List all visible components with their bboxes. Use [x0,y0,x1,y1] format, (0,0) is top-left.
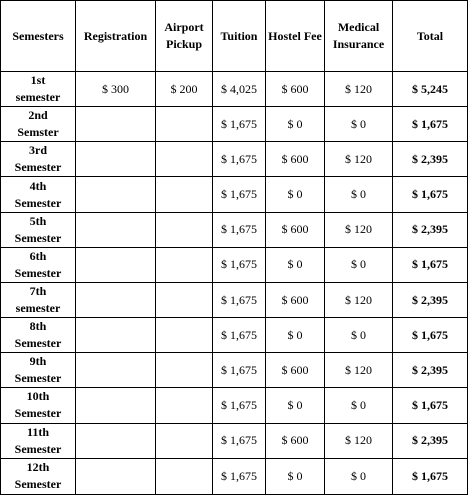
semester-label-line-2: Semester [14,160,62,175]
airport-pickup-cell [156,388,213,423]
table-row [1,107,468,142]
registration-cell [76,423,156,458]
semester-label [1,72,76,107]
hostel-fee-cell: $ 0 [266,107,325,142]
semester-label [1,177,76,212]
semester-label-line-1: 6th [29,248,47,263]
hostel-fee-cell: $ 0 [266,177,325,212]
semester-label [1,107,76,142]
header-airport-pickup-line-1: Airport [164,20,204,34]
hostel-fee-cell: $ 600 [266,282,325,317]
medical-insurance-cell: $ 0 [325,107,393,142]
table-row [1,282,468,317]
registration-cell [76,282,156,317]
tuition-cell: $ 1,675 [213,247,266,282]
airport-pickup-cell [156,458,213,494]
medical-insurance-cell: $ 0 [325,388,393,423]
total-cell: $ 2,395 [393,353,468,388]
airport-pickup-cell [156,282,213,317]
registration-cell [76,177,156,212]
semester-label [1,212,76,247]
semester-label [1,282,76,317]
semester-label [1,247,76,282]
table-row [1,423,468,458]
fee-rows [1,72,468,495]
airport-pickup-cell [156,177,213,212]
medical-insurance-cell: $ 120 [325,212,393,247]
medical-insurance-cell: $ 0 [325,318,393,353]
hostel-fee-cell: $ 600 [266,423,325,458]
semester-label-line-2: semester [15,90,61,105]
medical-insurance-cell: $ 120 [325,353,393,388]
header-airport-pickup [156,1,213,72]
semester-label-line-1: 3rd [29,143,47,158]
hostel-fee-cell: $ 600 [266,142,325,177]
medical-insurance-cell: $ 0 [325,458,393,494]
semester-label [1,423,76,458]
semester-label-line-1: 5th [29,213,47,228]
semester-label-line-2: Semester [14,371,62,386]
total-cell: $ 2,395 [393,142,468,177]
total-cell: $ 2,395 [393,212,468,247]
registration-cell [76,107,156,142]
total-cell: $ 1,675 [393,177,468,212]
airport-pickup-cell [156,142,213,177]
semester-label-line-2: Semester [14,195,62,210]
table-row [1,318,468,353]
semester-label-line-1: 8th [29,319,47,334]
semester-label-line-1: 9th [29,354,47,369]
tuition-cell: $ 1,675 [213,282,266,317]
tuition-cell: $ 1,675 [213,458,266,494]
header-medical-insurance-line-2: Insurance [332,37,385,51]
semester-label [1,388,76,423]
tuition-cell: $ 1,675 [213,212,266,247]
total-cell: $ 5,245 [393,72,468,107]
total-cell: $ 1,675 [393,247,468,282]
registration-cell [76,388,156,423]
registration-cell: $ 300 [76,72,156,107]
hostel-fee-cell: $ 0 [266,388,325,423]
registration-cell [76,353,156,388]
airport-pickup-cell [156,212,213,247]
medical-insurance-cell: $ 120 [325,72,393,107]
table-row [1,142,468,177]
tuition-cell: $ 4,025 [213,72,266,107]
table-row [1,458,468,494]
tuition-cell: $ 1,675 [213,318,266,353]
hostel-fee-cell: $ 600 [266,212,325,247]
medical-insurance-cell: $ 120 [325,142,393,177]
semester-label [1,353,76,388]
table-row [1,72,468,107]
header-row [1,1,468,72]
semester-label [1,142,76,177]
tuition-cell: $ 1,675 [213,388,266,423]
tuition-cell: $ 1,675 [213,423,266,458]
hostel-fee-cell: $ 0 [266,247,325,282]
header-semesters: Semesters [1,1,76,72]
header-total: Total [393,1,468,72]
registration-cell [76,458,156,494]
total-cell: $ 2,395 [393,282,468,317]
semester-label-line-2: Semester [14,265,62,280]
semester-label-line-2: Semster [17,125,59,140]
semester-label-line-2: Semester [14,441,62,456]
table-row [1,353,468,388]
table-row [1,212,468,247]
header-registration: Registration [76,1,156,72]
hostel-fee-cell: $ 0 [266,318,325,353]
table-row [1,247,468,282]
tuition-cell: $ 1,675 [213,142,266,177]
hostel-fee-cell: $ 600 [266,353,325,388]
semester-label-line-1: 4th [29,178,47,193]
semester-label-line-1: 10th [26,389,50,404]
header-medical-insurance-line-1: Medical [337,20,380,34]
semester-label [1,318,76,353]
semester-label-line-1: 11th [26,424,49,439]
registration-cell [76,212,156,247]
tuition-cell: $ 1,675 [213,107,266,142]
header-hostel-fee: Hostel Fee [266,1,325,72]
total-cell: $ 1,675 [393,388,468,423]
airport-pickup-cell [156,353,213,388]
header-airport-pickup-line-2: Pickup [165,37,202,51]
semester-label-line-2: semester [15,301,61,316]
total-cell: $ 1,675 [393,458,468,494]
total-cell: $ 2,395 [393,423,468,458]
total-cell: $ 1,675 [393,318,468,353]
semester-label-line-1: 7th [29,284,47,299]
hostel-fee-cell: $ 0 [266,458,325,494]
semester-label [1,458,76,494]
semester-label-line-1: 1st [30,73,46,88]
medical-insurance-cell: $ 0 [325,247,393,282]
semester-label-line-2: Semester [14,336,62,351]
total-cell: $ 1,675 [393,107,468,142]
registration-cell [76,247,156,282]
medical-insurance-cell: $ 0 [325,177,393,212]
medical-insurance-cell: $ 120 [325,423,393,458]
semester-label-line-1: 12th [26,460,50,475]
airport-pickup-cell [156,107,213,142]
semester-label-line-1: 2nd [28,108,48,123]
tuition-cell: $ 1,675 [213,177,266,212]
airport-pickup-cell: $ 200 [156,72,213,107]
airport-pickup-cell [156,247,213,282]
semester-label-line-2: Semester [14,406,62,421]
airport-pickup-cell [156,318,213,353]
tuition-cell: $ 1,675 [213,353,266,388]
semester-label-line-2: Semester [14,230,62,245]
airport-pickup-cell [156,423,213,458]
registration-cell [76,142,156,177]
header-medical-insurance [325,1,393,72]
table-row [1,177,468,212]
registration-cell [76,318,156,353]
medical-insurance-cell: $ 120 [325,282,393,317]
hostel-fee-cell: $ 600 [266,72,325,107]
table-row [1,388,468,423]
semester-label-line-2: Semester [14,477,62,492]
header-tuition: Tuition [213,1,266,72]
